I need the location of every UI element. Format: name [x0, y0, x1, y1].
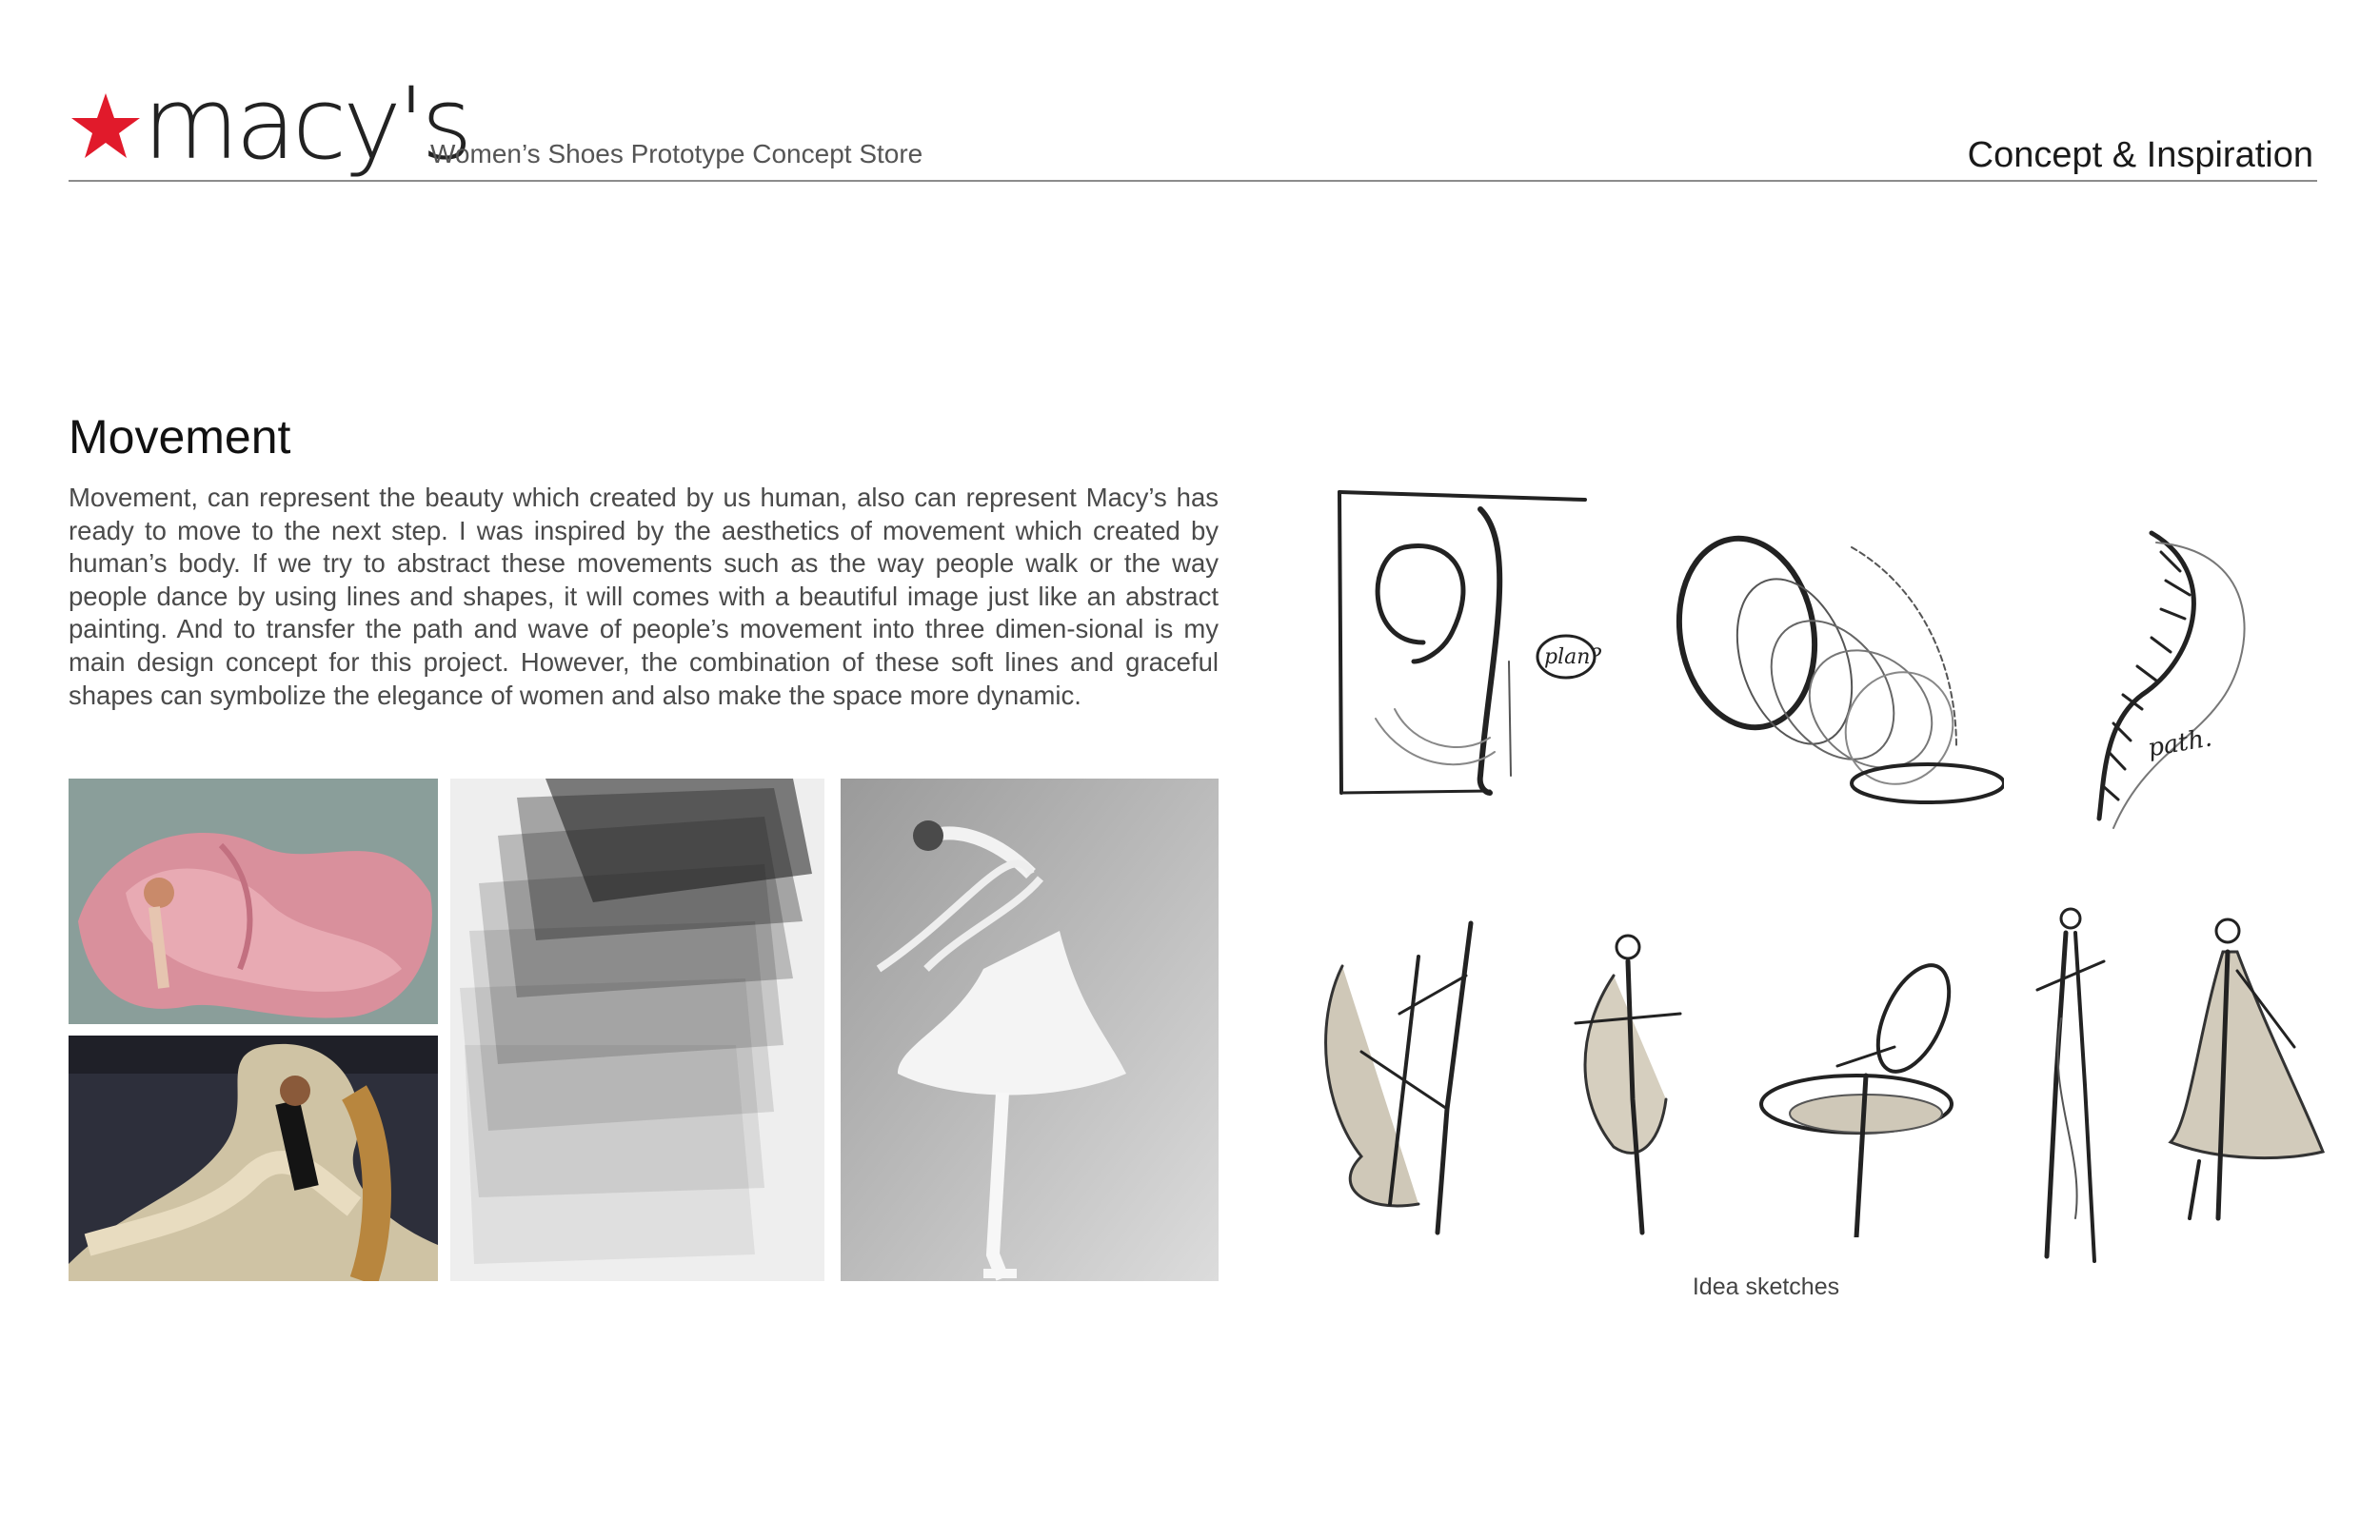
- path-annotation: path.: [2145, 723, 2214, 763]
- pink-fabric-dancer-photo: [69, 779, 438, 1024]
- figure-sketch-2: [1557, 928, 1699, 1242]
- figure-sketch-3: [1752, 952, 1990, 1237]
- layered-sheets-photo: [450, 779, 824, 1281]
- brand-wordmark: macy's: [143, 66, 469, 182]
- figure-sketch-5: [2161, 914, 2332, 1228]
- loops-sketch: [1671, 528, 2004, 814]
- silk-fabric-dancer-photo: [69, 1036, 438, 1281]
- page-subtitle: Women’s Shoes Prototype Concept Store: [430, 139, 923, 168]
- path-sketch: [2075, 514, 2275, 838]
- movement-description: Movement, can represent the beauty which created by us human, also can represent Macy’s has ready to move to the next step. I was inspired by the aesthetics of movement which created by human’s body. If we try to abstract these movements such as the way people walk or the way people dance by using lines and shapes, it will comes with a beautiful image just like an abstract painting. And to transfer the path and wave of people’s movement into three dimen-sional is my main design concept for this project. However, the combination of these soft lines and graceful shapes can symbolize the elegance of women and also make the space more dynamic.: [69, 483, 1219, 710]
- movement-heading: Movement: [69, 410, 291, 464]
- header-divider: [69, 180, 2317, 182]
- sketches-caption: Idea sketches: [1692, 1273, 1840, 1300]
- figure-sketch-4: [2018, 904, 2123, 1266]
- star-icon: [69, 89, 143, 164]
- figure-sketch-1: [1304, 918, 1514, 1242]
- plan-sketch: [1338, 490, 1623, 814]
- plan-annotation: plan?: [1544, 645, 1602, 669]
- ballet-dancer-photo: [841, 779, 1219, 1281]
- section-title: Concept & Inspiration: [1967, 135, 2313, 175]
- macys-logo: [69, 66, 469, 182]
